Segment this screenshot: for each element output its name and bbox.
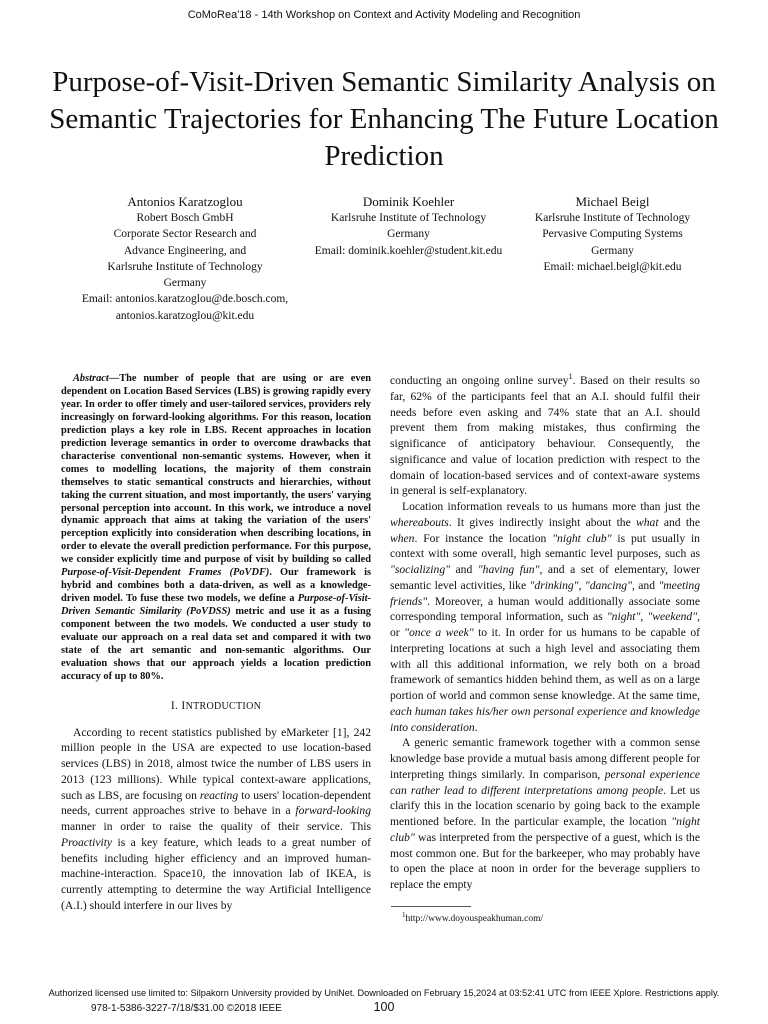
isbn-line: 978-1-5386-3227-7/18/$31.00 ©2018 IEEE	[91, 1003, 282, 1014]
right-column	[390, 373, 700, 893]
author-email: Email: antonios.karatzoglou@de.bosch.com,	[81, 293, 289, 306]
abstract: Abstract—The number of people that are using or are even dependent on Location Based Services (LBS) is growing rapidly every year. In order to offer timely and user-tailored services, providers rely increasingly on forward-looking algorithms. For this reason, location prediction plays a key role in LBS. Recent approaches in location prediction leverage semantics in order to overcome drawbacks that characterise conventional non-semantic systems. However, when it comes to modelling locations, the majority of them constrain themselves to static semantical constructs and hierarchies, without taking the current situation, and most importantly, the users' varying personal perception into account. In this work, we introduce a novel dynamic approach that aims at taking the variation of the users' perception explicitly into consideration when describing locations, in order to elevate the overall prediction performance. For this purpose, we consider explicitly time and purpose of visit by building so called Purpose-of-Visit-Dependent Frames (PoVDF). Our framework is hybrid and combines both a data-driven, as well as a knowledge-driven model. To fuse these two models, we define a Purpose-of-Visit-Driven Semantic Similarity (PoVDSS) metric and use it as a fusing component between the two models. We conducted a user study to evaluate our approach on a real data set and compared it with two state of the art semantic and non-semantic algorithms. Our evaluation shows that our approach yields a location prediction accuracy of up to 80%.	[61, 373, 371, 682]
body-paragraph: Location information reveals to us humans more than just the whereabouts. It gives indirectly insight about the what and the when. For instance the location "night club" is put usually in context with some overall, high semantic level purposes, such as "socializing" and "having fun", and a set of elementary, lower semantic level activities, like "drinking", "dancing", and "meeting friends". Moreover, a human would additionally associate some corresponding temporal information, such as "night", "weekend", or "once a week" to it. In order for us humans to be capable of interpreting locations at such a high level and associating them with all this additional information, we rely both on a broad framework of semantics hidden behind them, as well as on a large portion of world and common sense knowledge. At the same time, each human takes his/her own personal experience and knowledge into consideration.	[390, 500, 701, 734]
body-paragraph: conducting an ongoing online survey$^1$. Based on their results so far, 62% of the participants feel that an A.I. should fulfil their needs before even asking and 74% state that an A.I. should prevent them from making mistakes, thus confirming the significance of anticipatory behaviour. Consequently, the significance and value of location prediction with respect to the domain of location-based services and of context-aware systems in general is self-explanatory.	[390, 372, 700, 498]
author-block-1	[60, 193, 310, 324]
author-affiliation: Robert Bosch GmbH	[136, 212, 234, 224]
author-affiliation: Karlsruhe Institute of Technology	[330, 212, 487, 224]
section-heading-introduction: I. INTRODUCTION	[170, 698, 262, 712]
footnote-marker: 1	[568, 372, 573, 382]
abstract-label: Abstract	[73, 373, 109, 384]
license-notice: Authorized licensed use limited to: Silpakorn University provided by UniNet. Downloaded on February 15,2024 at 03:52:41 UTC from IEEE Xplore. Restrictions apply.	[48, 988, 720, 998]
author-email: antonios.karatzoglou@kit.edu	[115, 309, 255, 322]
paper-title: Purpose-of-Visit-Driven Semantic Similarity Analysis on Semantic Trajectories for Enhancing The Future Location Prediction	[49, 66, 719, 172]
author-affiliation: Germany	[387, 228, 430, 241]
footnote-divider	[391, 906, 471, 907]
left-column	[61, 373, 371, 914]
body-paragraph: A generic semantic framework together with a common sense knowledge base provide a mutual basis among different people for interpreting things similarly. In comparison, personal experience can rather lead to different interpretations among people. Let us clarify this in the location scenario by going back to the example mentioned before. In the particular example, the location "night club" was interpreted from the perspective of a guest, which is the most common one. But for the barkeeper, who may probably have to open the place at noon in order for the beverage suppliers to replace the empty	[390, 736, 700, 891]
author-affiliation: Corporate Sector Research and	[113, 228, 257, 241]
author-affiliation: Karlsruhe Institute of Technology	[534, 212, 691, 224]
author-affiliation: Karlsruhe Institute of Technology	[107, 260, 263, 273]
author-name: Michael Beigl	[575, 194, 650, 209]
page-number: 100	[373, 1000, 395, 1014]
footnote-link[interactable]: http://www.doyouspeakhuman.com/	[405, 914, 544, 924]
author-affiliation: Germany	[163, 277, 207, 290]
author-name: Dominik Koehler	[362, 194, 455, 209]
intro-paragraph: According to recent statistics published by eMarketer [1], 242 million people in the USA are expected to use location-based services (LBS) in 2018, almost twice the number of LBS users in 2013 (123 millions). While typical context-aware applications, such as LBS, are focusing on reacting to users' location-dependent needs, current approaches strive to behave in a forward-looking manner in order to raise the quality of their service. This Proactivity is a key feature, which leads to a great number of benefits including higher efficiency and an improved human-machine-interaction. Space10, the innovation lab of IKEA, is currently attempting to determine the way Artificial Intelligence (A.I.) should interfere in our lives by	[61, 725, 371, 912]
author-name: Antonios Karatzoglou	[127, 194, 243, 209]
author-block-3	[520, 193, 705, 275]
author-affiliation: Pervasive Computing Systems	[542, 228, 683, 241]
author-email: Email: dominik.koehler@student.kit.edu	[314, 244, 503, 257]
footnote: $^1$http://www.doyouspeakhuman.com/	[402, 910, 544, 924]
author-email: Email: michael.beigl@kit.edu	[543, 260, 682, 273]
author-affiliation: Germany	[591, 244, 634, 257]
running-header: CoMoRea'18 - 14th Workshop on Context and Activity Modeling and Recognition	[187, 9, 581, 21]
author-affiliation: Advance Engineering, and	[123, 244, 247, 257]
author-block-2	[296, 193, 521, 259]
